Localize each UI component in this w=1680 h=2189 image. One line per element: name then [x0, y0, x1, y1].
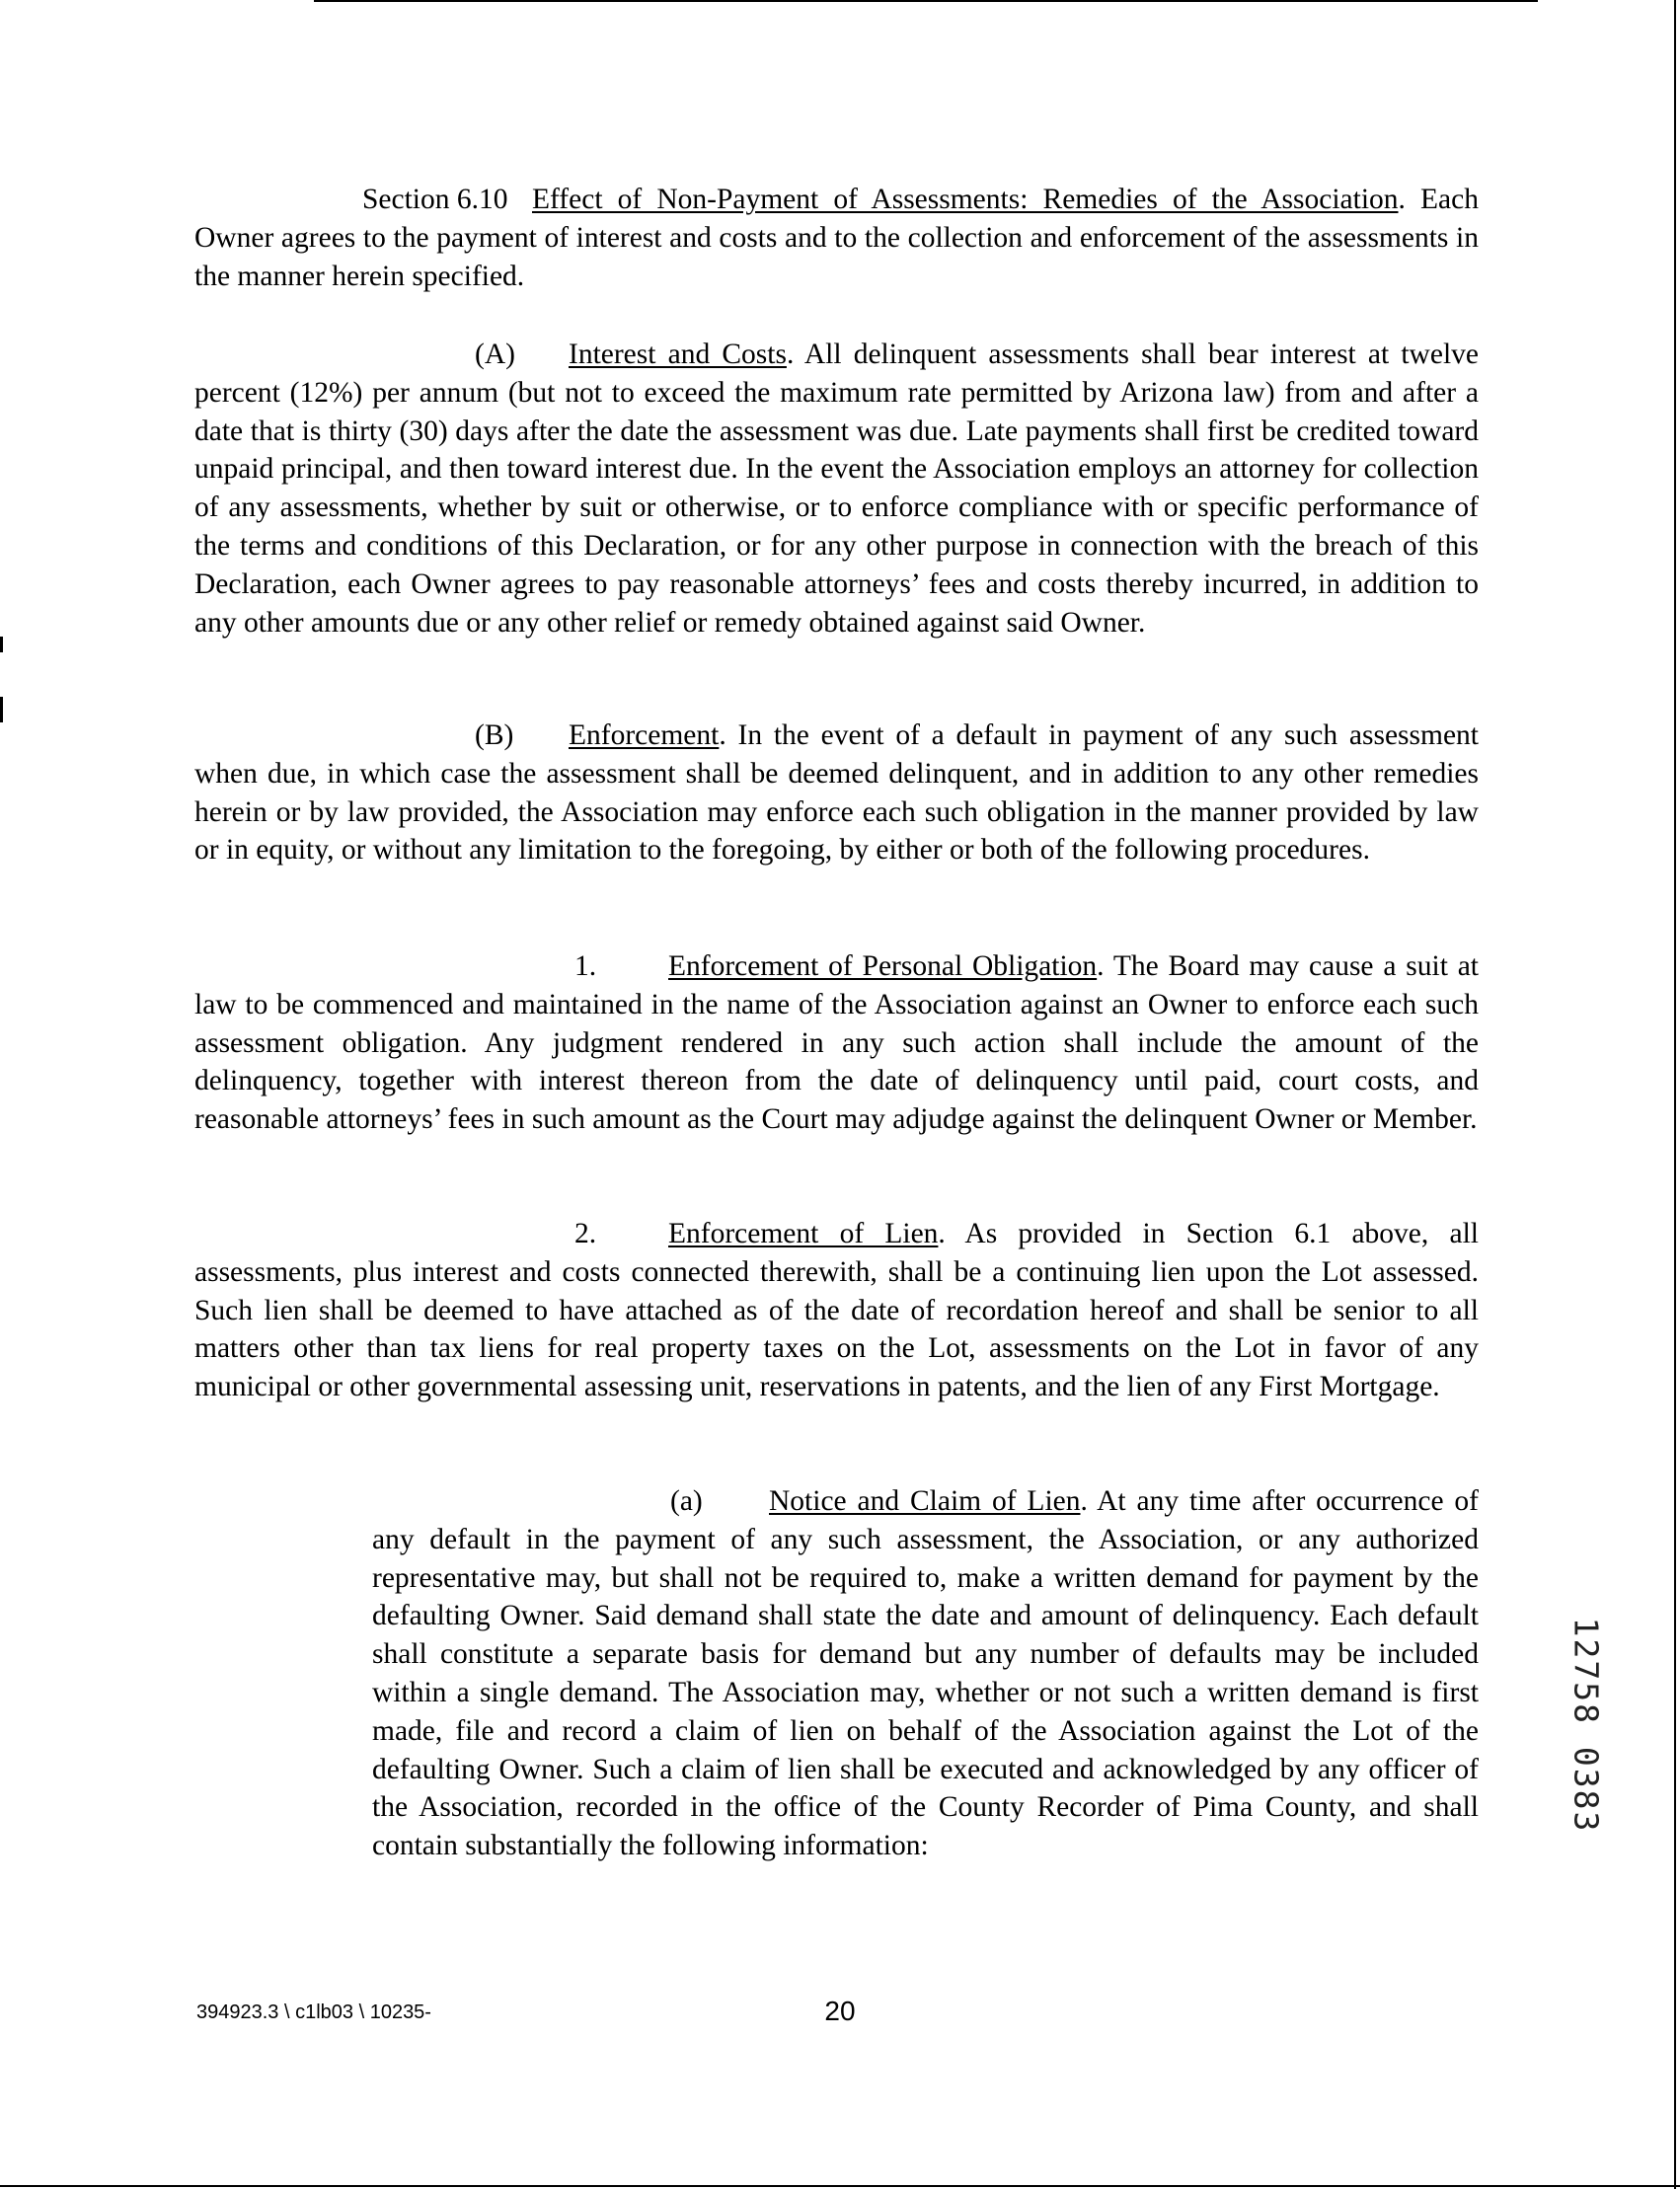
item-2-paragraph — [194, 1215, 1479, 1406]
subsection-b-paragraph — [194, 717, 1479, 869]
scan-border-bottom — [0, 2185, 1680, 2187]
item-2a-body: . At any time after occurrence of any default in the payment of any such assessment, the Association, or any authorized representative may, but shall not be required to, make a written demand for payment by the defaulting Owner. Said demand shall state the date and amount of delinquency. Each default shall constitute a separate basis for demand but any number of defaults may be included within a single demand. The Association may, whether or not such a written demand is first made, file and record a claim of lien on behalf of the Association against the Lot of the defaulting Owner. Such a claim of lien shall be executed and acknowledged by any officer of the Association, recorded in the office of the County Recorder of Pima County, and shall contain substantially the following information: — [372, 1485, 1479, 1862]
recording-stamp-text: 12758 0383 — [1566, 1617, 1606, 1834]
item-2a-label: (a) — [670, 1485, 703, 1517]
scan-border-top — [314, 0, 1538, 2]
section-number: Section 6.10 — [362, 184, 508, 215]
item-2-body: . As provided in Section 6.1 above, all assessments, plus interest and costs connected therewith, shall be a continuing lien upon the Lot assessed. Such lien shall be deemed to have attached as of the date of recordation hereof and shall be senior to all matters other than tax liens for real property taxes on the Lot, assessments on the Lot in favor of any municipal or other governmental assessing unit, reservations in patents, and the lien of any First Mortgage. — [194, 1218, 1479, 1403]
page-number: 20 — [824, 1996, 856, 2026]
subsection-b-label: (B) — [475, 719, 514, 751]
subsection-b-body: . In the event of a default in payment of any such assessment when due, in which case the assessment shall be deemed delinquent, and in addition to any other remedies herein or by law provided, the Association may enforce each such obligation in the manner provided by law or in equity, or without any limitation to the foregoing, by either or both of the following procedures. — [194, 719, 1479, 867]
item-1-label: 1. — [574, 950, 597, 982]
subsection-a-paragraph — [194, 336, 1479, 642]
document-reference: 394923.3 \ c1lb03 \ 10235- — [196, 2001, 431, 2023]
scan-mark — [0, 637, 3, 652]
item-2-title: Enforcement of Lien — [668, 1218, 939, 1249]
scan-border-right — [1674, 0, 1676, 2189]
subsection-a-label: (A) — [475, 339, 515, 370]
recording-stamp — [1547, 1592, 1626, 1858]
scan-mark — [0, 697, 3, 722]
item-2a-title: Notice and Claim of Lien — [769, 1485, 1081, 1517]
section-6-10-paragraph: Section 6.10 Effect of Non-Payment of Assessments: Remedies of the Association. Each Owner agrees to the payment of interest and costs and to the collection and enforcement of the assessments in the manner herein specified. — [194, 181, 1479, 295]
section-body: Each Owner agrees to the payment of interest and costs and to the collection and enforcement of the assessments in the manner herein specified. — [194, 184, 1479, 292]
subsection-a-body: . All delinquent assessments shall bear interest at twelve percent (12%) per annum (but not to exceed the maximum rate permitted by Arizona law) from and after a date that is thirty (30) days after the date the assessment was due. Late payments shall first be credited toward unpaid principal, and then toward interest due. In the event the Association employs an attorney for collection of any assessments, whether by suit or otherwise, or to enforce compliance with or specific performance of the terms and conditions of this Declaration, or for any other purpose in connection with the breach of this Declaration, each Owner agrees to pay reasonable attorneys’ fees and costs thereby incurred, in addition to any other amounts due or any other relief or remedy obtained against said Owner. — [194, 339, 1479, 639]
item-1-body: . The Board may cause a suit at law to be commenced and maintained in the name of the Association against an Owner to enforce each such assessment obligation. Any judgment rendered in any such action shall include the amount of the delinquency, together with interest thereon from the date of delinquency until paid, court costs, and reasonable attorneys’ fees in such amount as the Court may adjudge against the delinquent Owner or Member. — [194, 950, 1479, 1136]
item-2a-paragraph — [372, 1482, 1479, 1865]
subsection-b-title: Enforcement — [569, 719, 720, 751]
subsection-a-title: Interest and Costs — [569, 339, 787, 370]
section-title: Effect of Non-Payment of Assessments: Remedies of the Association — [532, 184, 1399, 215]
item-1-title: Enforcement of Personal Obligation — [668, 950, 1098, 982]
item-2-label: 2. — [574, 1218, 597, 1249]
item-1-paragraph — [194, 947, 1479, 1139]
